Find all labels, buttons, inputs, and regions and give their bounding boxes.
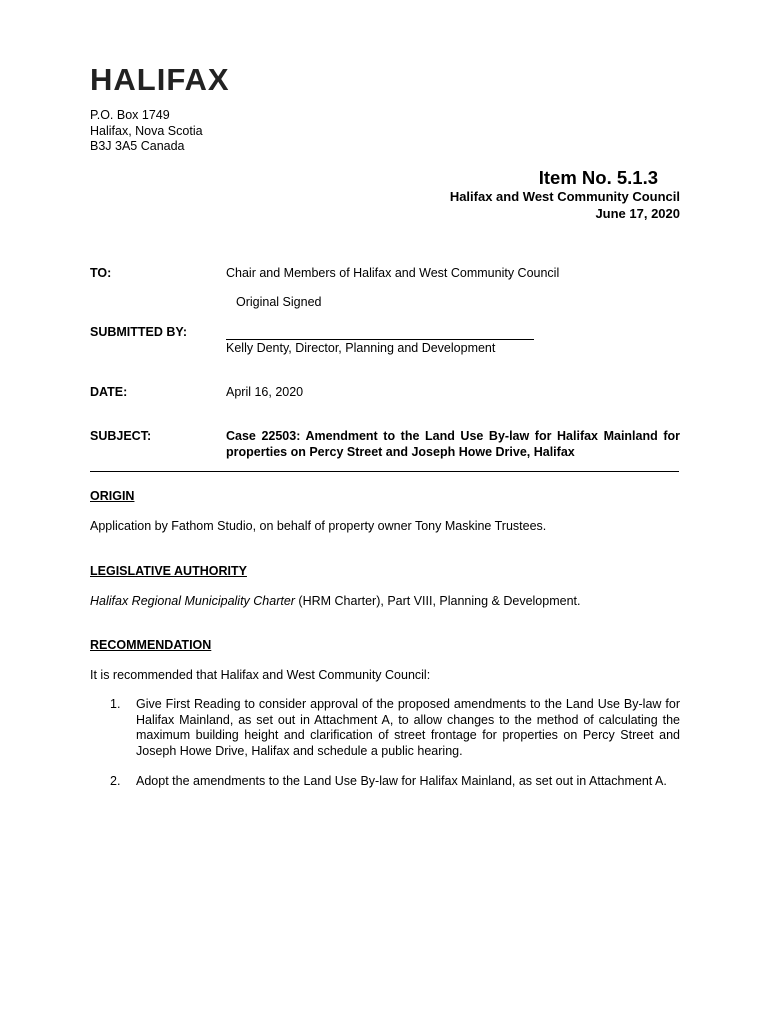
meeting-date: June 17, 2020 — [595, 206, 680, 221]
list-item-text: Adopt the amendments to the Land Use By-law for Halifax Mainland, as set out in Attachment A. — [136, 774, 667, 788]
council-name: Halifax and West Community Council — [449, 189, 680, 204]
section-divider — [90, 471, 679, 472]
address-line: B3J 3A5 Canada — [90, 139, 185, 153]
subject-value: Case 22503: Amendment to the Land Use By-law for Halifax Mainland for properties on Percy Street and Joseph Howe Drive, Halifax — [226, 429, 680, 459]
origin-text: Application by Fathom Studio, on behalf of property owner Tony Maskine Trustees. — [90, 519, 547, 533]
submitted-by-value: Kelly Denty, Director, Planning and Development — [226, 341, 496, 355]
legislative-authority-text — [90, 594, 680, 608]
charter-detail: (HRM Charter), Part VIII, Planning & Development. — [294, 594, 581, 608]
charter-name: Halifax Regional Municipality Charter — [90, 594, 295, 608]
recommendation-heading: RECOMMENDATION — [90, 638, 212, 652]
origin-heading: ORIGIN — [90, 489, 135, 503]
address-line: P.O. Box 1749 — [90, 108, 170, 122]
date-label: DATE: — [90, 385, 128, 399]
date-value: April 16, 2020 — [226, 385, 304, 399]
list-item-number: 1. — [110, 697, 121, 711]
mailing-address — [90, 108, 203, 155]
subject-label: SUBJECT: — [90, 429, 152, 443]
legislative-authority-heading: LEGISLATIVE AUTHORITY — [90, 564, 247, 578]
submitted-by-label: SUBMITTED BY: — [90, 325, 187, 339]
signature-note: Original Signed — [236, 295, 322, 309]
item-number: Item No. 5.1.3 — [538, 167, 658, 188]
list-item — [110, 774, 680, 790]
recommendation-intro: It is recommended that Halifax and West Community Council: — [90, 668, 431, 682]
to-value: Chair and Members of Halifax and West Community Council — [226, 266, 560, 280]
recommendation-list — [110, 697, 680, 790]
to-label: TO: — [90, 266, 112, 280]
signature-line — [226, 339, 534, 340]
list-item-number: 2. — [110, 774, 121, 788]
list-item-text: Give First Reading to consider approval of the proposed amendments to the Land Use By-law for Halifax Mainland, as set out in Attachment A, to allow changes to the method of calculating the maximum building height and clarification of street frontage for properties on Percy Street and Joseph Howe Drive, Halifax and schedule a public hearing. — [136, 697, 680, 758]
address-line: Halifax, Nova Scotia — [90, 123, 203, 138]
list-item — [110, 697, 680, 759]
halifax-logo: HALIFAX — [90, 62, 230, 97]
